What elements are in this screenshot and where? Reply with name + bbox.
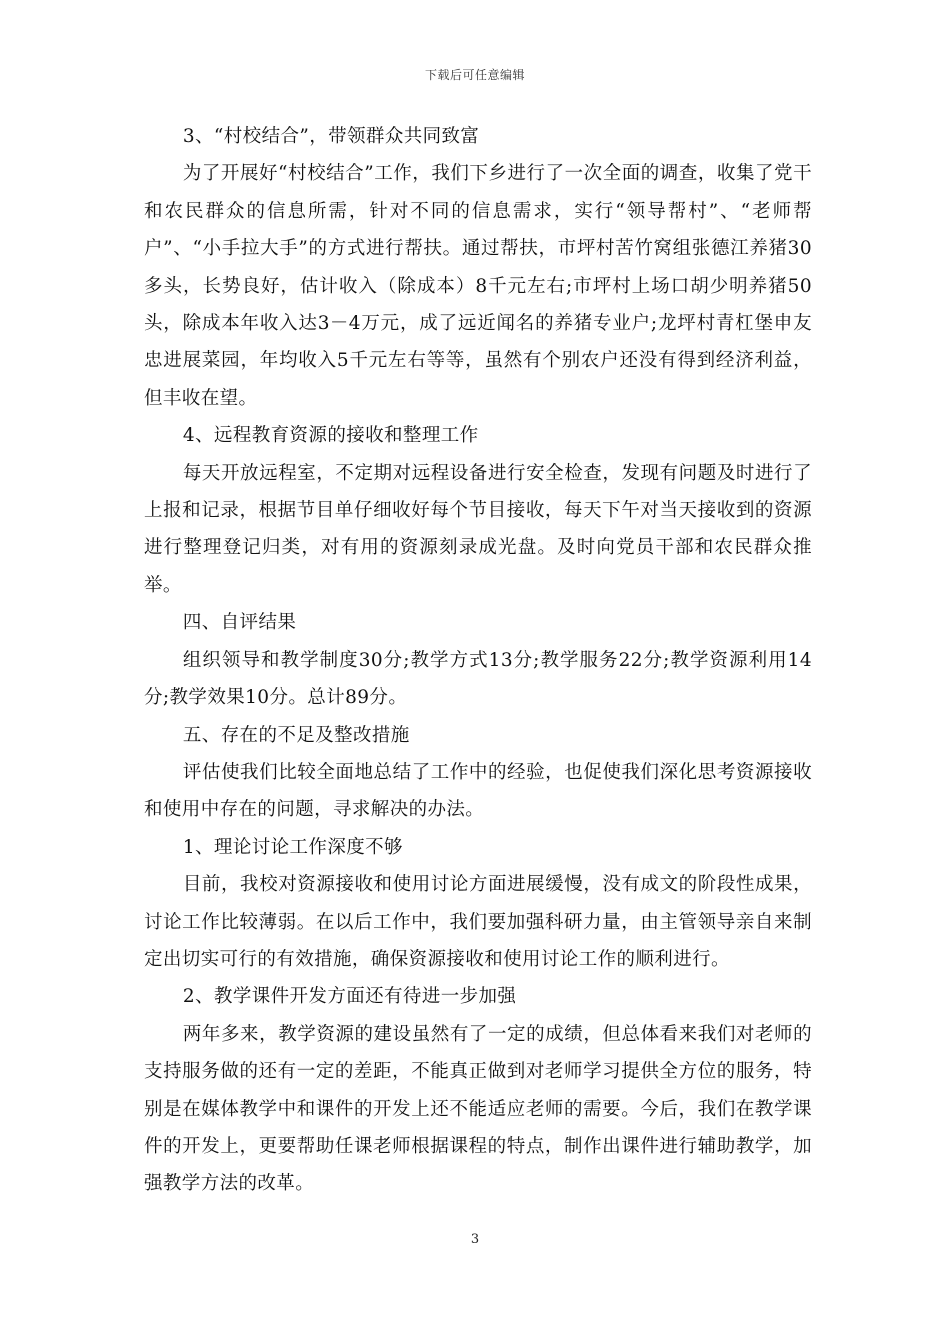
paragraph-courseware: 两年多来，教学资源的建设虽然有了一定的成绩，但总体看来我们对老师的支持服务做的还有一定的差距，不能真正做到对老师学习提供全方位的服务，特别是在媒体教学中和课件的开发上还不能适应老师的需要。今后，我们在教学课件的开发上，更要帮助任课老师根据课程的特点，制作出课件进行辅助教学，加强教学方法的改革。 — [144, 1023, 812, 1195]
paragraph-theory-research: 目前，我校对资源接收和使用讨论方面进展缓慢，没有成文的阶段性成果，讨论工作比较薄弱。在以后工作中，我们要加强科研力量，由主管领导亲自来制定出切实可行的有效措施，确保资源接收和使用讨论工作的顺利进行。 — [144, 874, 812, 970]
heading-shortcomings: 五、存在的不足及整改措施 — [182, 724, 410, 746]
paragraph-shortcomings: 评估使我们比较全面地总结了工作中的经验，也促使我们深化思考资源接收和使用中存在的问题，寻求解决的办法。 — [144, 761, 812, 821]
paragraph-village-school: 为了开展好“村校结合”工作，我们下乡进行了一次全面的调查，收集了党干和农民群众的信息所需，针对不同的信息需求，实行“领导帮村”、“老师帮户”、“小手拉大手”的方式进行帮扶。通过帮扶，市坪村苦竹窝组张德江养猪30多头，长势良好，估计收入（除成本）8千元左右;市坪村上场口胡少明养猪50头，除成本年收入达3－4万元，成了远近闻名的养猪专业户;龙坪村青杠堡申友忠进展菜园，年均收入5千元左右等等，虽然有个别农户还没有得到经济利益，但丰收在望。 — [144, 163, 812, 409]
heading-self-evaluation: 四、自评结果 — [182, 612, 297, 634]
page-header: 下载后可任意编辑 — [424, 68, 525, 82]
heading-village-school: 3、“村校结合”，带领群众共同致富 — [182, 126, 480, 147]
paragraph-remote-resources: 每天开放远程室，不定期对远程设备进行安全检查，发现有问题及时进行了上报和记录，根据节目单仔细收好每个节目接收，每天下午对当天接收到的资源进行整理登记归类，对有用的资源刻录成光盘。及时向党员干部和农民群众推举。 — [144, 462, 812, 596]
heading-theory-research: 1、理论讨论工作深度不够 — [182, 836, 403, 858]
page-number: 3 — [470, 1232, 480, 1247]
heading-courseware: 2、教学课件开发方面还有待进一步加强 — [182, 986, 517, 1008]
paragraph-self-evaluation: 组织领导和教学制度30分;教学方式13分;教学服务22分;教学资源利用14分;教学效果10分。总计89分。 — [144, 649, 812, 709]
document-body — [144, 118, 812, 1203]
heading-remote-resources: 4、远程教育资源的接收和整理工作 — [182, 425, 479, 447]
